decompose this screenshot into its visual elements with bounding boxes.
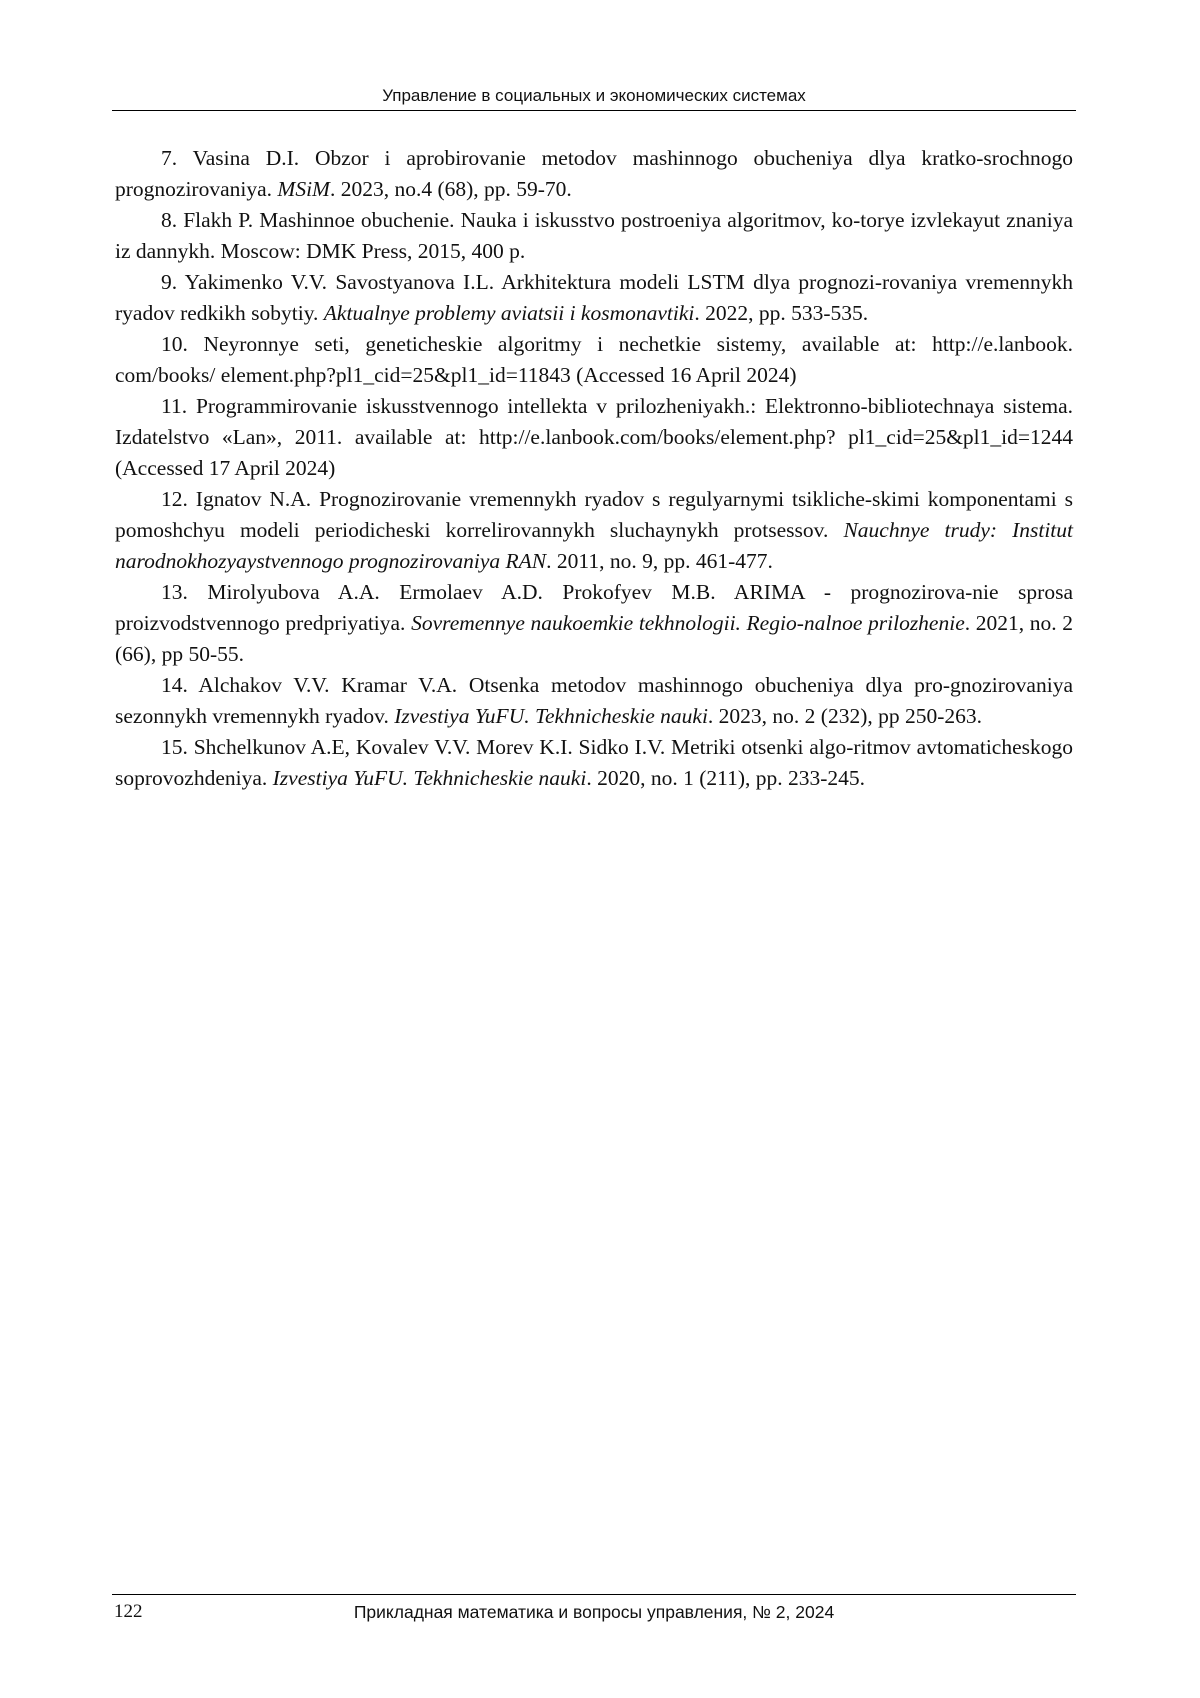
- reference-number: 8.: [161, 208, 178, 232]
- reference-item: [115, 484, 1073, 577]
- reference-number: 15.: [161, 735, 188, 759]
- running-header: [112, 86, 1076, 111]
- reference-number: 14.: [161, 673, 188, 697]
- reference-text: Flakh P. Mashinnoe obuchenie. Nauka i iskusstvo postroeniya algoritmov, ko-torye izvlekayut znaniya iz dannykh. Moscow: DMK Press, 2015, 400 p.: [115, 208, 1073, 263]
- reference-number: 10.: [161, 332, 188, 356]
- reference-item: [115, 329, 1073, 391]
- reference-item: [115, 205, 1073, 267]
- reference-journal: Izvestiya YuFU. Tekhnicheskie nauki: [272, 766, 587, 790]
- reference-number: 7.: [161, 146, 178, 170]
- reference-item: [115, 577, 1073, 670]
- running-header-title: Управление в социальных и экономических системах: [382, 86, 806, 105]
- reference-number: 13.: [161, 580, 188, 604]
- reference-text: Neyronnye seti, geneticheskie algoritmy i nechetkie sistemy, available at: http://e.lanbook. com/books/ element.php?pl1_cid=25&pl1_id=11843 (Accessed 16 April 2024): [115, 332, 1074, 387]
- reference-text: Programmirovanie iskusstvennogo intellekta v prilozheniyakh.: Elektronno-bibliotechnaya sistema. Izdatelstvo «Lan», 2011. available at: http://e.lanbook.com/books/element.php? pl1_cid=25&pl1_id=1244 (Accessed 17 April 2024): [115, 394, 1073, 480]
- reference-details: . 2023, no. 2 (232), pp 250-263.: [707, 704, 983, 728]
- reference-number: 12.: [161, 487, 188, 511]
- reference-text: Shchelkunov A.E, Kovalev V.V. Morev K.I. Sidko I.V. Metriki otsenki algo-ritmov avtomaticheskogo soprovozhdeniya.: [115, 735, 1074, 790]
- reference-list: [115, 143, 1073, 794]
- page-number: 122: [114, 1601, 143, 1622]
- reference-text: Vasina D.I. Obzor i aprobirovanie metodov mashinnogo obucheniya dlya kratko-srochnogo prognozirovaniya.: [115, 146, 1073, 201]
- reference-journal: MSiM: [277, 177, 330, 201]
- reference-item: [115, 143, 1073, 205]
- reference-item: [115, 732, 1073, 794]
- reference-number: 11.: [161, 394, 188, 418]
- reference-text: Yakimenko V.V. Savostyanova I.L. Arkhitektura modeli LSTM dlya prognozi-rovaniya vremennykh ryadov redkikh sobytiy.: [115, 270, 1074, 325]
- footer-journal-name: Прикладная математика и вопросы управления, № 2, 2024: [353, 1602, 835, 1622]
- reference-details: . 2011, no. 9, pp. 461-477.: [546, 549, 773, 573]
- reference-text: Ignatov N.A. Prognozirovanie vremennykh ryadov s regulyarnymi tsikliche-skimi komponentami s pomoshchyu modeli periodicheski korrelirovannykh sluchaynykh protsessov.: [115, 487, 1073, 542]
- running-footer: [112, 1594, 1076, 1621]
- reference-text: Mirolyubova A.A. Ermolaev A.D. Prokofyev M.B. ARIMA - prognozirova-nie sprosa proizvodstvennogo predpriyatiya.: [115, 580, 1073, 635]
- reference-journal: Nauchnye trudy: Institut narodnokhozyaystvennogo prognozirovaniya RAN: [115, 518, 1073, 573]
- reference-journal: Sovremennye naukoemkie tekhnologii. Regio-nalnoe prilozhenie: [411, 611, 965, 635]
- reference-item: [115, 670, 1073, 732]
- reference-journal: Izvestiya YuFU. Tekhnicheskie nauki: [394, 704, 708, 728]
- reference-text: Alchakov V.V. Kramar V.A. Otsenka metodov mashinnogo obucheniya dlya pro-gnozirovaniya sezonnykh vremennykh ryadov.: [115, 673, 1073, 728]
- reference-item: [115, 267, 1073, 329]
- reference-journal: Aktualnye problemy aviatsii i kosmonavtiki: [323, 301, 695, 325]
- reference-number: 9.: [161, 270, 178, 294]
- reference-details: . 2021, no. 2 (66), pp 50-55.: [115, 611, 1074, 666]
- reference-item: [115, 391, 1073, 484]
- reference-details: . 2022, pp. 533-535.: [694, 301, 869, 325]
- reference-details: . 2020, no. 1 (211), pp. 233-245.: [586, 766, 866, 790]
- reference-details: . 2023, no.4 (68), pp. 59-70.: [329, 177, 572, 201]
